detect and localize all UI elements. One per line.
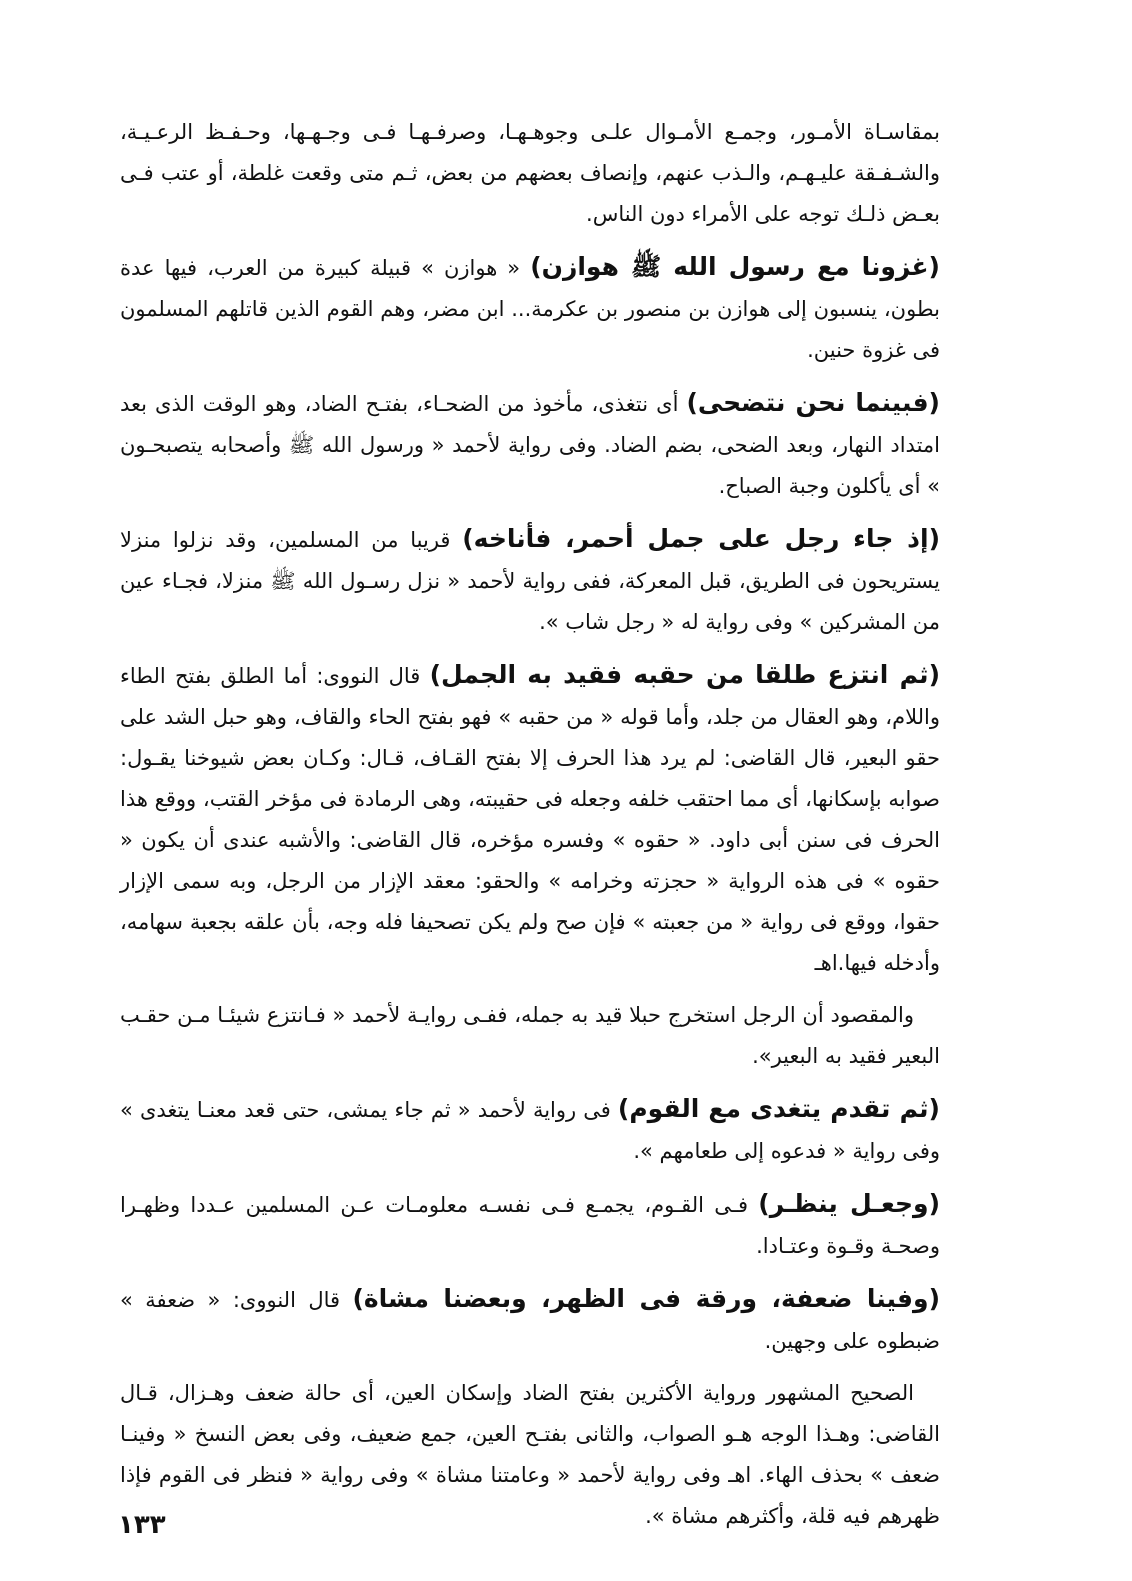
paragraph-heading: (ثم تقدم يتغدى مع القوم) xyxy=(617,1094,940,1123)
paragraph-8 xyxy=(120,1183,940,1267)
paragraph-7 xyxy=(120,1088,940,1172)
paragraph-3 xyxy=(120,382,940,507)
paragraph-1 xyxy=(120,112,940,235)
paragraph-heading: (وجعـل ينظـر) xyxy=(758,1189,941,1218)
paragraph-heading: (غزونا مع رسول الله ﷺ هوازن) xyxy=(530,252,940,281)
paragraph-body: أى نتغذى، مأخوذ من الضحـاء، بفتـح الضاد، وهو الوقت الذى بعد امتداد النهار، وبعد الضحى، بضم الضاد. وفى رواية لأحمد « ورسول الله ﷺ وأصحابه يتصبحـون » أى يأكلون وجبة الصباح. xyxy=(120,392,940,498)
paragraph-body: والمقصود أن الرجل استخرج حبلا قيد به جمله، ففـى روايـة لأحمد « فـانتزع شيئـا مـن حقـب البعير فقيد به البعير». xyxy=(120,1003,940,1068)
paragraph-heading: (فبينما نحن نتضحى) xyxy=(686,388,940,417)
paragraph-body: قال النووى: أما الطلق بفتح الطاء واللام، وهو العقال من جلد، وأما قوله « من حقبه » فهو بفتح الحاء والقاف، وهو حبل الشد على حقو البعير، قال القاضى: لم يرد هذا الحرف إلا بفتح القـاف، قـال: وكـان بعض شيوخنا يقـول: صوابه بإسكانها، أى مما احتقب خلفه وجعله فى حقيبته، وهى الرمادة فى مؤخر القتب، ووقع هذا الحرف فى سنن أبى داود. « حقوه » وفسره مؤخره، قال القاضى: والأشبه عندى أن يكون « حقوه » فى هذه الرواية « حجزته وخرامه » والحقو: معقد الإزار من الرجل، وبه سمى الإزار حقوا، ووقع فى رواية « من جعبته » فإن صح ولم يكن تصحيفا فله وجه، بأن علقه بجعبة سهامه، وأدخله فيها.اهـ xyxy=(120,664,940,975)
paragraph-2 xyxy=(120,246,940,371)
paragraph-body: فى رواية لأحمد « ثم جاء يمشى، حتى قعد معنـا يتغدى » وفى رواية « فدعوه إلى طعامهم ». xyxy=(120,1098,940,1163)
paragraph-10 xyxy=(120,1373,940,1537)
paragraph-heading: (وفينا ضعفة، ورقة فى الظهر، وبعضنا مشاة) xyxy=(352,1284,941,1313)
paragraph-9 xyxy=(120,1278,940,1362)
page-number: ١٣٣ xyxy=(118,1510,166,1540)
paragraph-body: فـى القـوم، يجمـع فـى نفسـه معلومـات عـن المسلمين عـددا وظهـرا وصحـة وقـوة وعتـادا. xyxy=(120,1193,940,1258)
paragraph-heading: (ثم انتزع طلقا من حقبه فقيد به الجمل) xyxy=(429,660,940,689)
paragraph-heading: (إذ جاء رجل على جمل أحمر، فأناخه) xyxy=(462,524,940,553)
paragraph-body: بمقاسـاة الأمـور، وجمـع الأمـوال علـى وجوهـهـا، وصرفـهـا فـى وجـهـها، وحـفـظ الرعـيـة، والشـفـقة عليـهـم، والـذب عنهم، وإنصاف بعضهم من بعض، ثـم متى وقعت غلطة، أو عتب فـى بعـض ذلـك توجه على الأمراء دون الناس. xyxy=(120,120,940,226)
paragraph-body: قريبا من المسلمين، وقد نزلوا منزلا يستريحون فى الطريق، قبل المعركة، ففى رواية لأحمد « نزل رسـول الله ﷺ منزلا، فجـاء عين من المشركين » وفى رواية له « رجل شاب ». xyxy=(120,528,940,634)
paragraph-body: قال النووى: « ضعفة » ضبطوه على وجهين. xyxy=(120,1288,940,1353)
page-body xyxy=(120,112,940,1548)
paragraph-body: « هوازن » قبيلة كبيرة من العرب، فيها عدة بطون، ينسبون إلى هوازن بن منصور بن عكرمة... ابن مضر، وهم القوم الذين قاتلهم المسلمون فى غزوة حنين. xyxy=(120,256,940,362)
paragraph-5 xyxy=(120,654,940,984)
paragraph-6 xyxy=(120,995,940,1077)
paragraph-body: الصحيح المشهور ورواية الأكثرين بفتح الضاد وإسكان العين، أى حالة ضعف وهـزال، قـال القاضى: وهـذا الوجه هـو الصواب، والثانى بفتـح العين، جمع ضعيف، وفى بعض النسخ « وفينـا ضعف » بحذف الهاء. اهـ وفى رواية لأحمد « وعامتنا مشاة » وفى رواية « فنظر فى القوم فإذا ظهرهم فيه قلة، وأكثرهم مشاة ». xyxy=(120,1381,940,1528)
paragraph-4 xyxy=(120,518,940,643)
